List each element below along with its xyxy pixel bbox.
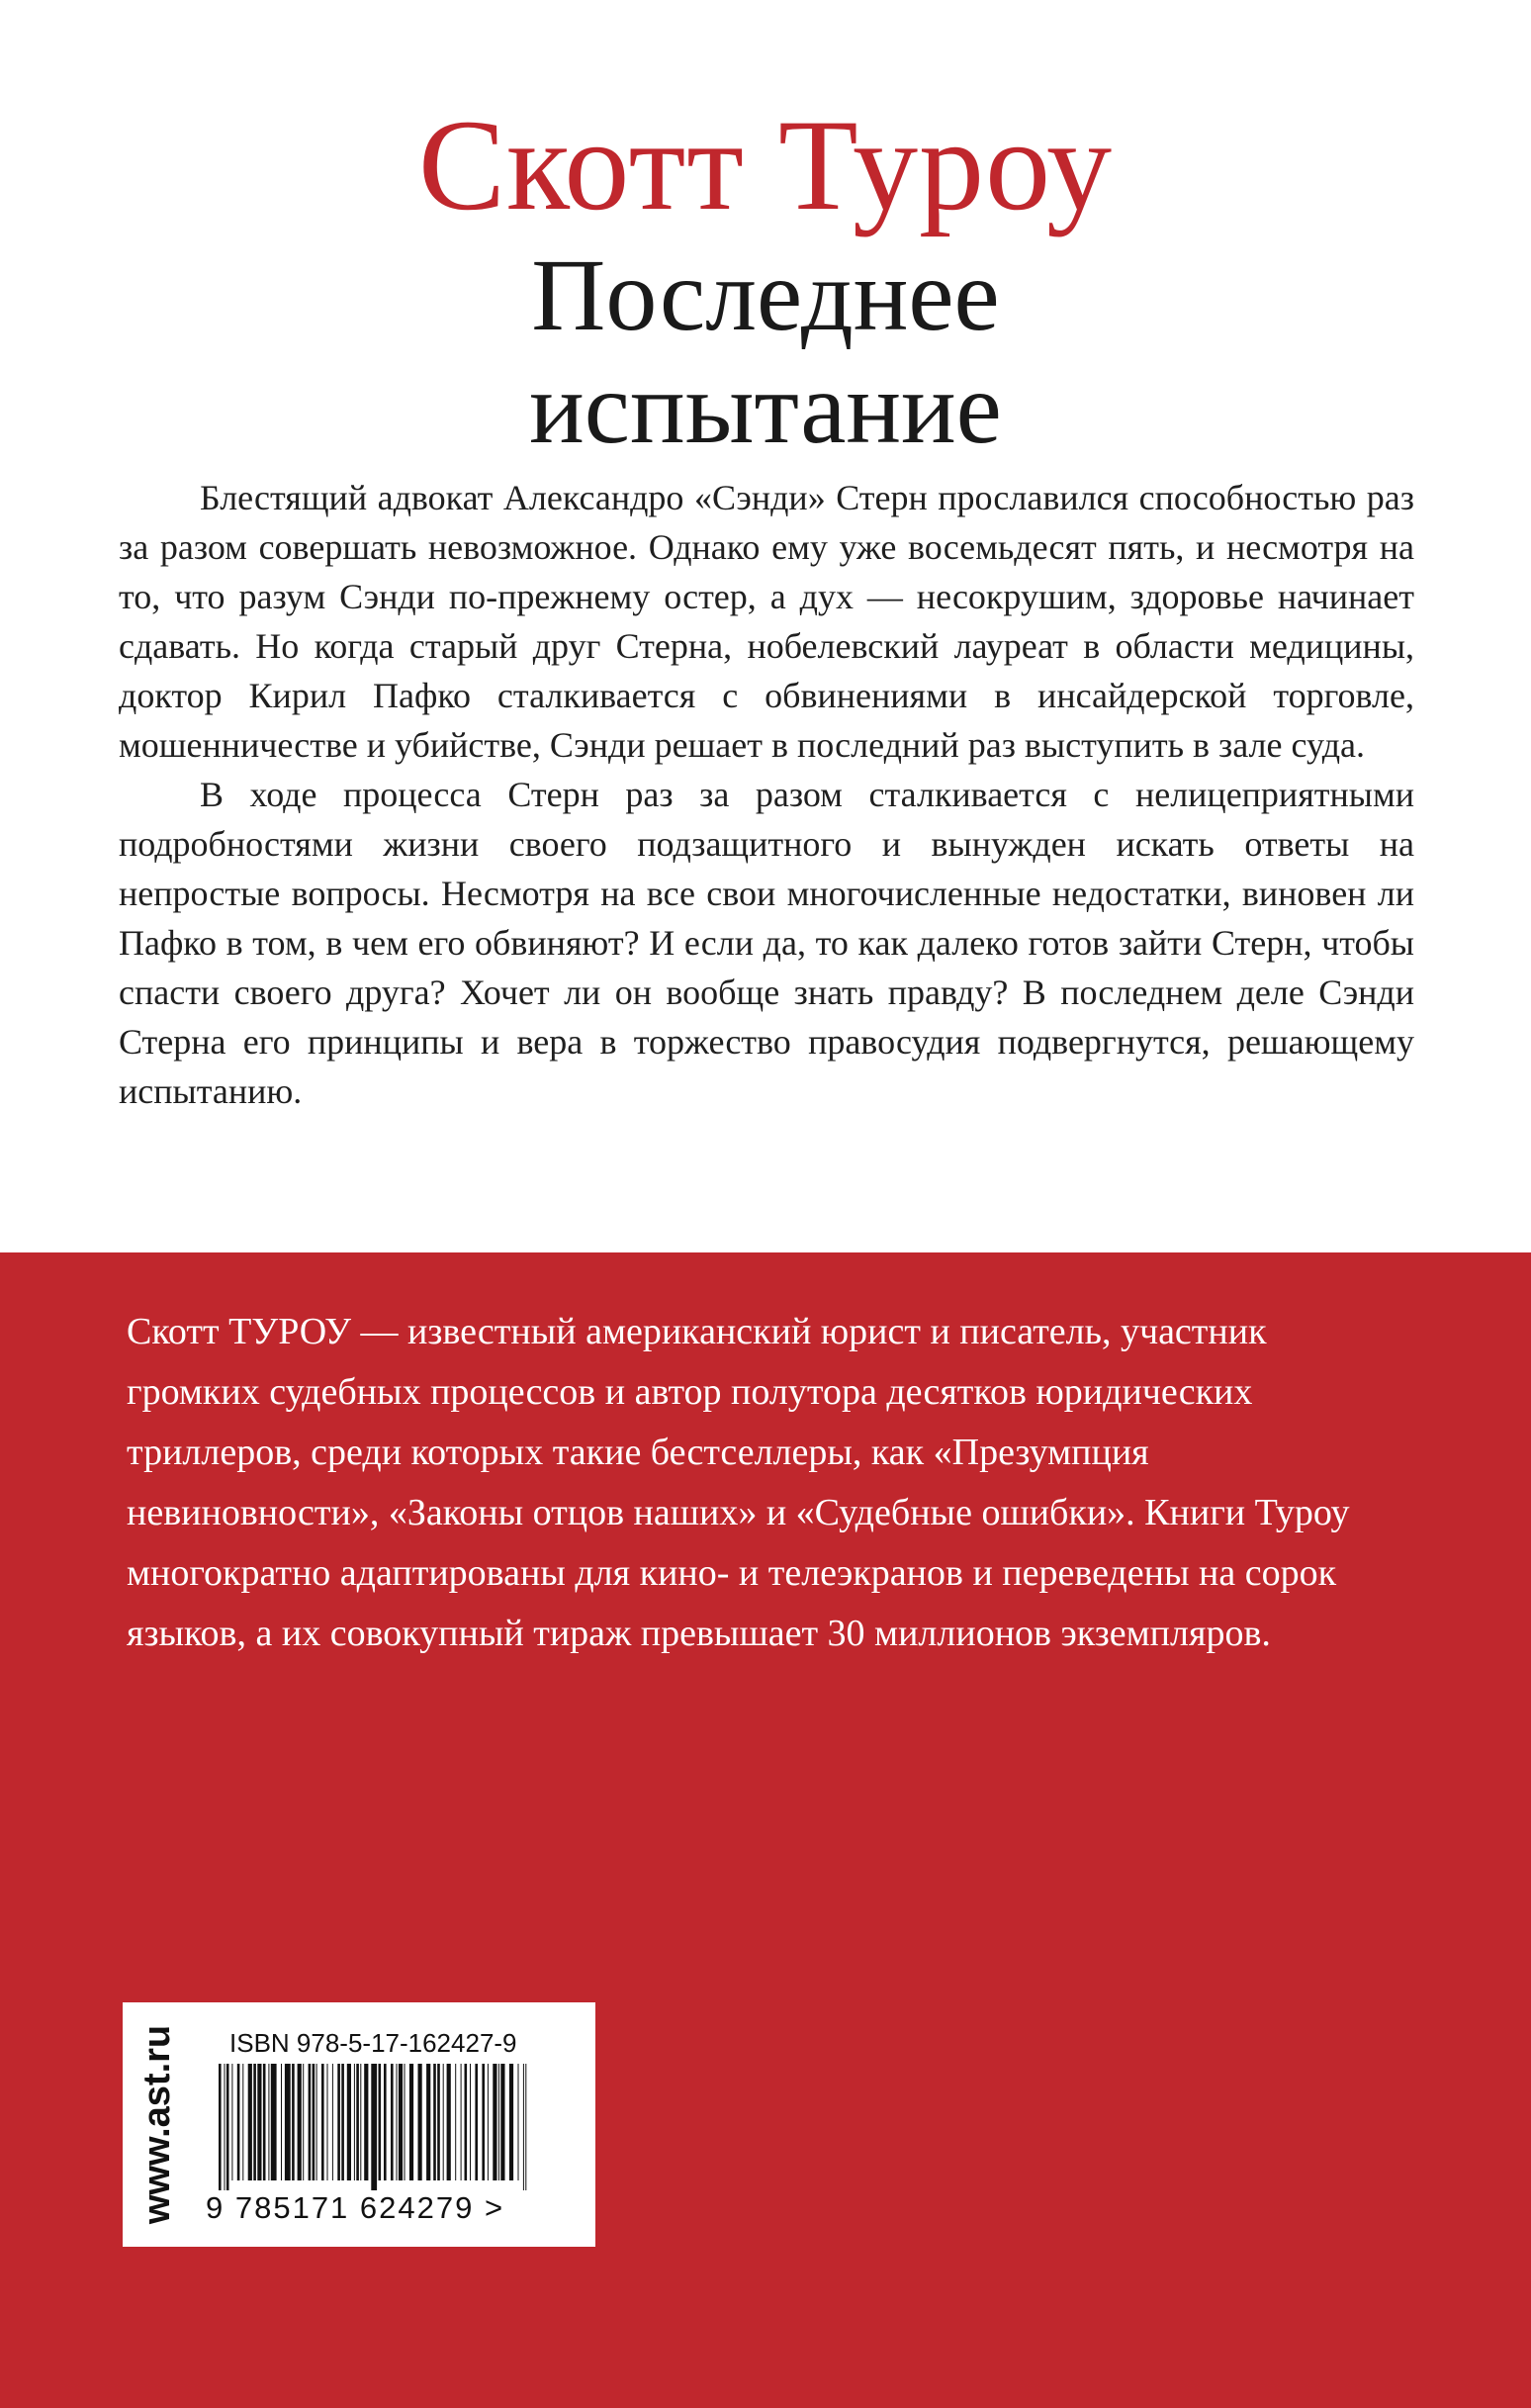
isbn-box bbox=[123, 2002, 595, 2247]
barcode-bar bbox=[397, 2064, 398, 2180]
barcode-bar bbox=[525, 2064, 526, 2190]
barcode-bar bbox=[443, 2064, 444, 2180]
book-title bbox=[0, 239, 1531, 465]
book-title-line-2: испытание bbox=[529, 351, 1002, 465]
barcode-bar bbox=[327, 2064, 328, 2180]
barcode-bar bbox=[263, 2064, 266, 2180]
publisher-website bbox=[127, 2002, 190, 2247]
barcode-bar bbox=[354, 2064, 355, 2180]
isbn-number: ISBN 978-5-17-162427-9 bbox=[229, 2028, 517, 2058]
barcode-bar bbox=[257, 2064, 261, 2180]
about-author: Скотт ТУРОУ — известный американский юрист и писатель, участник громких судебных процессов и автор полутора десятков юридических триллеров, среди которых такие бестселлеры, как «Презумпция невиновности», «Законы отцов наших» и «Судебные ошибки». Книги Туроу многократно адаптированы для кино- и телеэкранов и переведены на сорок языков, а их совокупный тираж превышает 30 миллионов экземпляров. bbox=[127, 1311, 1350, 1654]
barcode-bar bbox=[298, 2064, 302, 2180]
blurb-paragraph-2: В ходе процесса Стерн раз за разом сталкивается с нелицеприятными подробностями жизни своего подзащитного и вынужден искать ответы на непростые вопросы. Несмотря на все свои многочисленные недостатки, виновен ли Пафко в том, в чем его обвиняют? И если да, то как далеко готов зайти Стерн, чтобы спасти своего друга? Хочет ли он вообще знать правду? В последнем деле Сэнди Стерна его принципы и вера в торжество правосудия подвергнутся, решающему испытанию. bbox=[119, 775, 1414, 1111]
blurb-paragraph-1: Блестящий адвокат Александро «Сэнди» Стерн прославился способностью раз за разом совершать невозможное. Однако ему уже восемьдесят пять, и несмотря на то, что разум Сэнди по-прежнему остер, а дух — несокрушим, здоровье начинает сдавать. Но когда старый друг Стерна, нобелевский лауреат в области медицины, доктор Кирил Пафко сталкивается с обвинениями в инсайдерской торговле, мошенничестве и убийстве, Сэнди решает в последний раз выступить в зале суда. bbox=[119, 478, 1414, 765]
barcode-bar bbox=[455, 2064, 456, 2180]
barcode-bar bbox=[475, 2064, 478, 2180]
barcode-bar bbox=[360, 2064, 361, 2180]
barcode-bar bbox=[332, 2064, 333, 2180]
barcode-bar bbox=[409, 2064, 413, 2180]
barcode-bar bbox=[384, 2064, 387, 2180]
barcode-bar bbox=[500, 2064, 504, 2180]
barcode-bar bbox=[226, 2064, 229, 2190]
barcode-bar bbox=[364, 2064, 368, 2180]
barcode-bar bbox=[391, 2064, 394, 2180]
barcode-bar bbox=[337, 2064, 340, 2180]
barcode-bar bbox=[313, 2064, 315, 2180]
author-name: Скотт Туроу bbox=[417, 92, 1114, 237]
barcode-bar bbox=[303, 2064, 304, 2180]
barcode-bar bbox=[498, 2064, 499, 2180]
barcode-bar bbox=[465, 2064, 468, 2180]
barcode-bar bbox=[253, 2064, 256, 2180]
barcode-bar bbox=[433, 2064, 436, 2180]
barcode-bar bbox=[356, 2064, 359, 2180]
barcode-bar bbox=[399, 2064, 403, 2180]
barcode-bar bbox=[237, 2064, 240, 2180]
barcode-bar bbox=[292, 2064, 295, 2180]
barcode-bar bbox=[347, 2064, 351, 2180]
barcode-bar bbox=[418, 2064, 422, 2180]
book-title-line-1: Последнее bbox=[531, 238, 1000, 352]
barcode-bar bbox=[242, 2064, 243, 2180]
barcode-bar bbox=[341, 2064, 344, 2180]
barcode-bar bbox=[231, 2064, 232, 2180]
barcode-bar bbox=[271, 2064, 277, 2180]
barcode-bar bbox=[248, 2064, 252, 2180]
publisher-website-text: www.ast.ru bbox=[136, 2024, 179, 2225]
barcode-bar bbox=[268, 2064, 269, 2180]
barcode-bar bbox=[447, 2064, 451, 2180]
barcode-bar bbox=[509, 2064, 513, 2180]
barcode-digits: 9 785171 624279 > bbox=[206, 2190, 505, 2225]
barcode-bar bbox=[219, 2064, 222, 2190]
barcode-bar bbox=[488, 2064, 489, 2180]
barcode-bar bbox=[461, 2064, 462, 2180]
barcode-bar bbox=[523, 2064, 524, 2190]
barcode-bar bbox=[482, 2064, 485, 2180]
barcode-bar bbox=[371, 2064, 377, 2190]
barcode-bar bbox=[285, 2064, 291, 2180]
barcode-bar bbox=[379, 2064, 382, 2180]
barcode-bar bbox=[426, 2064, 430, 2180]
barcode-bar bbox=[437, 2064, 440, 2180]
barcode-bar bbox=[470, 2064, 471, 2180]
barcode-bar bbox=[493, 2064, 496, 2180]
barcode-bar bbox=[281, 2064, 282, 2180]
barcode-bar bbox=[321, 2064, 324, 2180]
barcode-bar bbox=[518, 2064, 519, 2180]
barcode-bar bbox=[316, 2064, 317, 2180]
barcode-bar bbox=[309, 2064, 312, 2180]
book-blurb bbox=[119, 473, 1414, 1116]
barcode bbox=[217, 2064, 531, 2190]
